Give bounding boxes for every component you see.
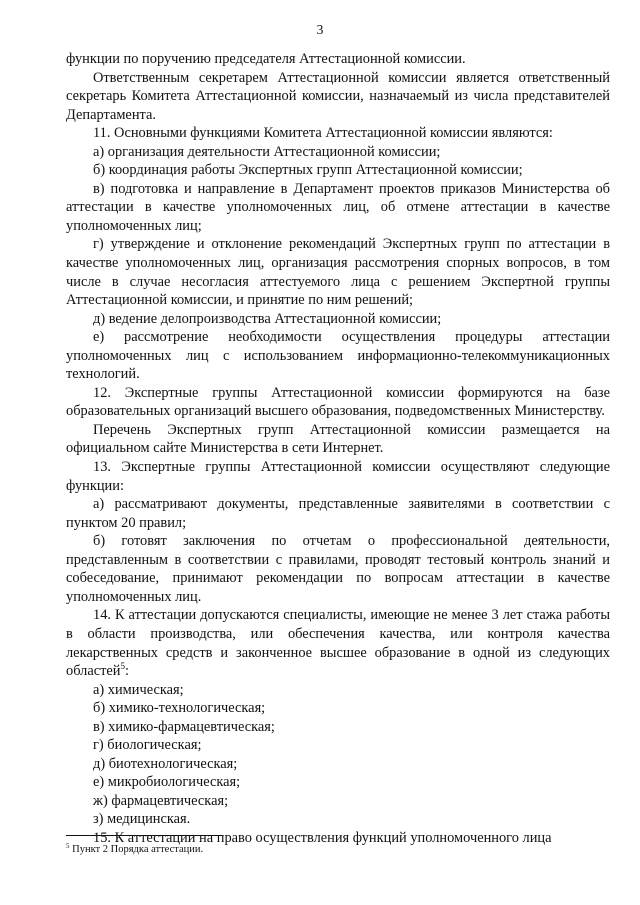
paragraph-11-g: г) утверждение и отклонение рекомендаций Экспертных групп по аттестации в качестве уполномоченных лиц, организация рассмотрения спорных вопросов, в том числе в случае несогласия аттестуемого лица с решением Экспертной группы Аттестационной комиссии, и принятие по ним решений; (66, 236, 610, 309)
paragraph-12: 12. Экспертные группы Аттестационной комиссии формируются на базе образовательных организаций высшего образования, подведомственных Министерству. (66, 384, 610, 420)
paragraph-13-a: а) рассматривают документы, представленные заявителями в соответствии с пунктом 20 правил; (66, 496, 610, 531)
paragraph-13-b: б) готовят заключения по отчетам о профессиональной деятельности, представленным в соответствии с правилами, проводят тестовый контроль знаний и собеседование, принимают рекомендации по вопросам аттестации в качестве уполномоченных лиц. (66, 533, 610, 605)
paragraph-11-v: в) подготовка и направление в Департамент проектов приказов Министерства об аттестации в качестве уполномоченных лиц, об отмене аттестации в качестве уполномоченных лиц; (66, 180, 610, 234)
paragraph-14 (66, 606, 610, 680)
footnote-mark: 5 (66, 842, 70, 850)
area-item: в) химико-фармацевтическая; (93, 718, 275, 735)
paragraph-15: 15. К аттестации на право осуществления функций уполномоченного лица (93, 829, 552, 846)
paragraph-14-end: : (125, 663, 129, 680)
footnote-divider (66, 835, 222, 836)
footnote-reference: 5 (120, 661, 125, 672)
area-item: е) микробиологическая; (93, 774, 241, 791)
area-item: ж) фармацевтическая; (93, 792, 229, 809)
document-body (66, 50, 610, 848)
paragraph-11-e: е) рассмотрение необходимости осуществления процедуры аттестации уполномоченных лиц с использованием информационно-телекоммуникационных технологий. (66, 329, 610, 383)
footnote (66, 843, 203, 856)
paragraph-12-list: Перечень Экспертных групп Аттестационной комиссии размещается на официальном сайте Министерства в сети Интернет. (66, 421, 610, 457)
area-item: з) медицинская. (93, 811, 191, 828)
area-item: а) химическая; (93, 681, 184, 698)
paragraph-14-text: 14. К аттестации допускаются специалисты, имеющие не менее 3 лет стажа работы в области производства, или обеспечения качества, или контроля качества лекарственных средств и законченное высшее образование в одной из следующих областей (66, 607, 610, 680)
paragraph-secretary: Ответственным секретарем Аттестационной комиссии является ответственный секретарь Комитета Аттестационной комиссии, назначаемый из числа представителей Департамента. (66, 69, 610, 123)
paragraph-13: 13. Экспертные группы Аттестационной комиссии осуществляют следующие функции: (66, 459, 610, 494)
page-number: 3 (316, 22, 324, 37)
area-item: д) биотехнологическая; (93, 755, 238, 772)
paragraph-11: 11. Основными функциями Комитета Аттестационной комиссии являются: (93, 125, 553, 142)
area-item: г) биологическая; (93, 737, 202, 754)
paragraph-11-a: а) организация деятельности Аттестационной комиссии; (93, 143, 441, 160)
footnote-text: Пункт 2 Порядка аттестации. (69, 844, 204, 855)
area-item: б) химико-технологическая; (93, 700, 266, 717)
paragraph-11-b: б) координация работы Экспертных групп Аттестационной комиссии; (93, 162, 523, 179)
paragraph-11-d: д) ведение делопроизводства Аттестационной комиссии; (93, 310, 442, 327)
paragraph-continuation: функции по поручению председателя Аттестационной комиссии. (66, 51, 466, 67)
